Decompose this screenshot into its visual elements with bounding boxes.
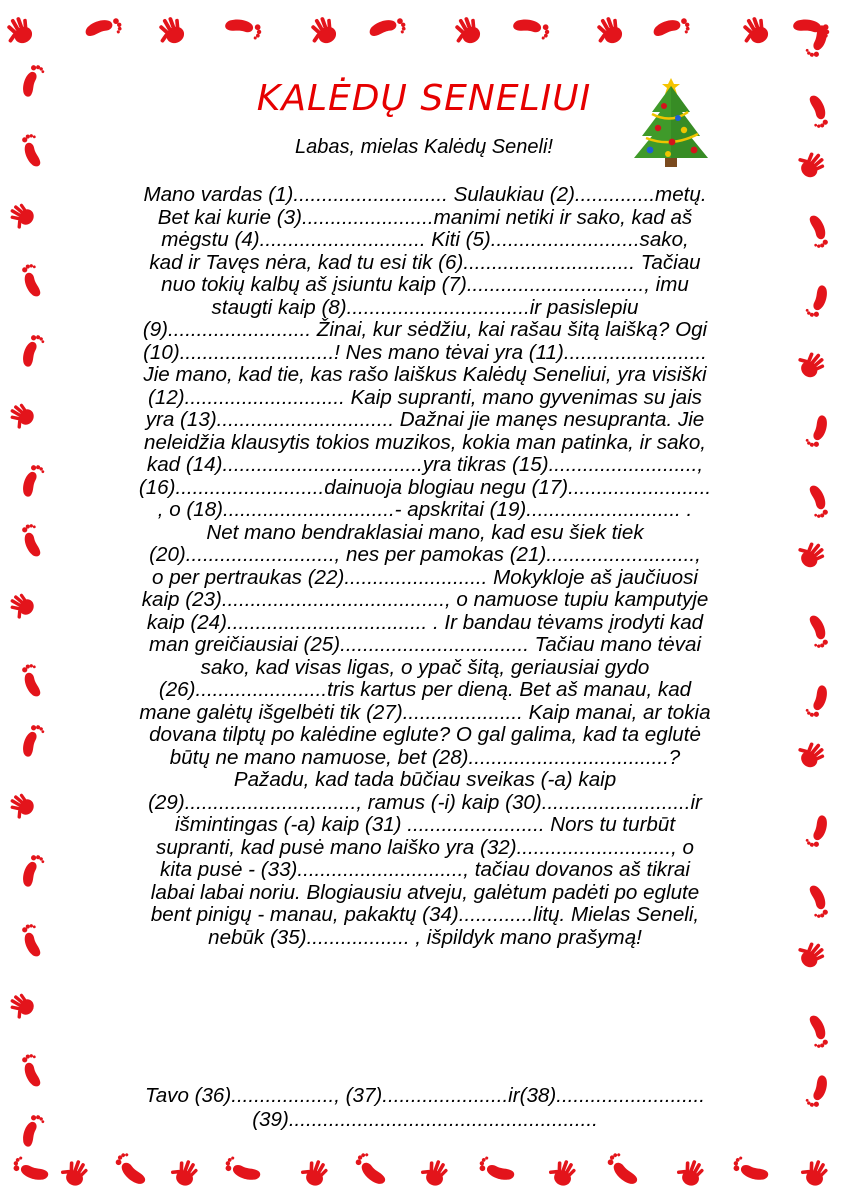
letter-line: (16)..........................dainuoja blogiau negu (17).........................	[138, 475, 712, 499]
page-title: KALĖDŲ SENELIUI	[256, 78, 592, 119]
footprint-icon	[473, 1152, 522, 1188]
letter-line: (12)............................ Kaip supranti, mano gyvenimas su jais	[148, 385, 702, 409]
letter-line: (9)......................... Žinai, kur sėdžiu, kai rašau šitą laišką? Ogi	[142, 318, 708, 341]
footprint-icon	[108, 1147, 155, 1194]
letter-line: (20).........................., nes per pamokas (21)..........................,	[149, 543, 701, 566]
footprint-icon	[801, 478, 834, 524]
letter-line: Net mano bendraklasiai mano, kad esu šiek tiek	[206, 520, 644, 544]
footprint-icon	[15, 518, 48, 564]
letter-line: Bet kai kurie (3).......................manimi netiki ir sako, kad aš	[157, 205, 693, 229]
handprint-icon	[3, 785, 44, 826]
footprint-icon	[348, 1147, 395, 1194]
footprint-icon	[15, 258, 48, 304]
handprint-icon	[150, 8, 196, 54]
footprint-icon	[801, 278, 834, 324]
letter-signature	[80, 1084, 770, 1132]
handprint-icon	[165, 1153, 206, 1194]
letter-line: kad (14)...................................yra tikras (15)..........................,	[146, 453, 704, 476]
letter-line: kaip (24)................................... . Ir bandau tėvams įrodyti kad	[146, 610, 704, 634]
letter-line: mėgstu (4)............................. Kiti (5)..........................sako,	[161, 228, 689, 251]
footprint-icon	[801, 678, 834, 724]
letter-line: o per pertraukas (22)......................... Mokykloje aš jaučiuosi	[152, 565, 698, 589]
greeting: Labas, mielas Kalėdų Seneli!	[295, 136, 553, 158]
handprint-icon	[55, 1153, 96, 1194]
footprint-icon	[219, 1152, 268, 1188]
footprint-icon	[15, 1108, 48, 1154]
letter-line: nuo tokių kalbų aš įsiuntu kaip (7)..............................., imu	[161, 273, 689, 296]
footprint-icon	[507, 13, 554, 42]
letter-line: supranti, kad pusė mano laiško yra (32)..........................., o	[156, 835, 694, 859]
footprint-icon	[15, 328, 48, 374]
handprint-icon	[789, 733, 834, 778]
letter-line: sako, kad visas ligas, o ypač šitą, geriausiai gydo	[200, 655, 650, 679]
letter-line: man greičiausiai (25)................................. Tačiau mano tėvai	[148, 633, 702, 656]
handprint-icon	[295, 1153, 336, 1194]
signature-line: (39)......................................................	[252, 1108, 598, 1131]
handprint-icon	[3, 585, 44, 626]
footprint-icon	[15, 658, 48, 704]
handprint-icon	[734, 8, 780, 54]
footprint-icon	[7, 1152, 56, 1188]
letter-line: būtų ne mano namuose, bet (28)...................................?	[169, 745, 681, 769]
handprint-icon	[446, 8, 492, 54]
handprint-icon	[0, 8, 44, 54]
footprint-icon	[15, 1048, 48, 1094]
christmas-tree-icon	[628, 70, 714, 170]
footprint-icon	[600, 1147, 647, 1194]
handprint-icon	[588, 8, 634, 54]
footprint-icon	[219, 13, 266, 42]
footprint-icon	[15, 718, 48, 764]
handprint-icon	[789, 343, 834, 388]
letter-line: yra (13)............................... Dažnai jie manęs nesupranta. Jie	[145, 408, 705, 431]
letter-line: dovana tilptų po kalėdine eglute? O gal galima, kad ta eglutė	[149, 723, 701, 746]
handprint-icon	[3, 195, 44, 236]
footprint-icon	[15, 918, 48, 964]
letter-line: kaip (23)......................................., o namuose tupiu kamputyje	[141, 588, 709, 611]
letter-line: labai labai noriu. Blogiausiu atveju, galėtum padėti po eglute	[150, 880, 700, 904]
handprint-icon	[3, 985, 44, 1026]
letter-line: išmintingas (-a) kaip (31) ........................ Nors tu turbūt	[174, 813, 676, 836]
letter-line: mane galėtų išgelbėti tik (27)..................... Kaip manai, ar tokia	[139, 700, 711, 724]
footprint-icon	[801, 808, 834, 854]
footprint-icon	[801, 1068, 834, 1114]
handprint-icon	[3, 395, 44, 436]
letter-line: (29).............................., ramus (-i) kaip (30)..........................ir	[148, 790, 702, 814]
footprint-icon	[647, 12, 695, 45]
letter-line: bent pinigų - manau, pakaktų (34).............litų. Mielas Seneli,	[150, 903, 700, 926]
handprint-icon	[671, 1153, 712, 1194]
handprint-icon	[789, 933, 834, 978]
letter-line: Mano vardas (1)........................... Sulaukiau (2)..............metų.	[143, 183, 707, 206]
footprint-icon	[801, 608, 834, 654]
letter-line: (10)...........................! Nes mano tėvai yra (11).........................	[143, 340, 707, 364]
footprint-icon	[15, 848, 48, 894]
letter-line: kad ir Tavęs nėra, kad tu esi tik (6).............................. Tačiau	[149, 250, 701, 274]
letter-line: nebūk (35).................. , išpildyk mano prašymą!	[208, 925, 642, 949]
footprint-icon	[801, 878, 834, 924]
footprint-icon	[79, 12, 127, 45]
handprint-icon	[302, 8, 348, 54]
letter-line: (26).......................tris kartus per dieną. Bet aš manau, kad	[158, 678, 692, 701]
handprint-icon	[789, 533, 834, 578]
letter-body	[80, 184, 770, 949]
handprint-icon	[795, 1153, 836, 1194]
footprint-icon	[727, 1152, 776, 1188]
handprint-icon	[415, 1153, 456, 1194]
signature-line: Tavo (36).................., (37)......................ir(38)..........................	[145, 1084, 705, 1107]
footprint-icon	[15, 458, 48, 504]
footprint-icon	[801, 408, 834, 454]
letter-line: Jie mano, kad tie, kas rašo laiškus Kalėdų Seneliui, yra visiški	[143, 363, 707, 386]
footprint-icon	[801, 1008, 834, 1054]
letter-line: Pažadu, kad tada būčiau sveikas (-a) kaip	[233, 768, 617, 791]
footprint-icon	[801, 208, 834, 254]
letter-line: , o (18)..............................- apskritai (19)........................... .	[157, 498, 693, 521]
footprint-icon	[363, 12, 411, 45]
handprint-icon	[543, 1153, 584, 1194]
letter-line: kita pusė - (33)............................., tačiau dovanos aš tikrai	[160, 858, 690, 881]
letter-line: staugti kaip (8)................................ir pasislepiu	[211, 295, 639, 319]
letter-line: neleidžia klausytis tokios muzikos, kokia man patinka, ir sako,	[144, 430, 706, 454]
